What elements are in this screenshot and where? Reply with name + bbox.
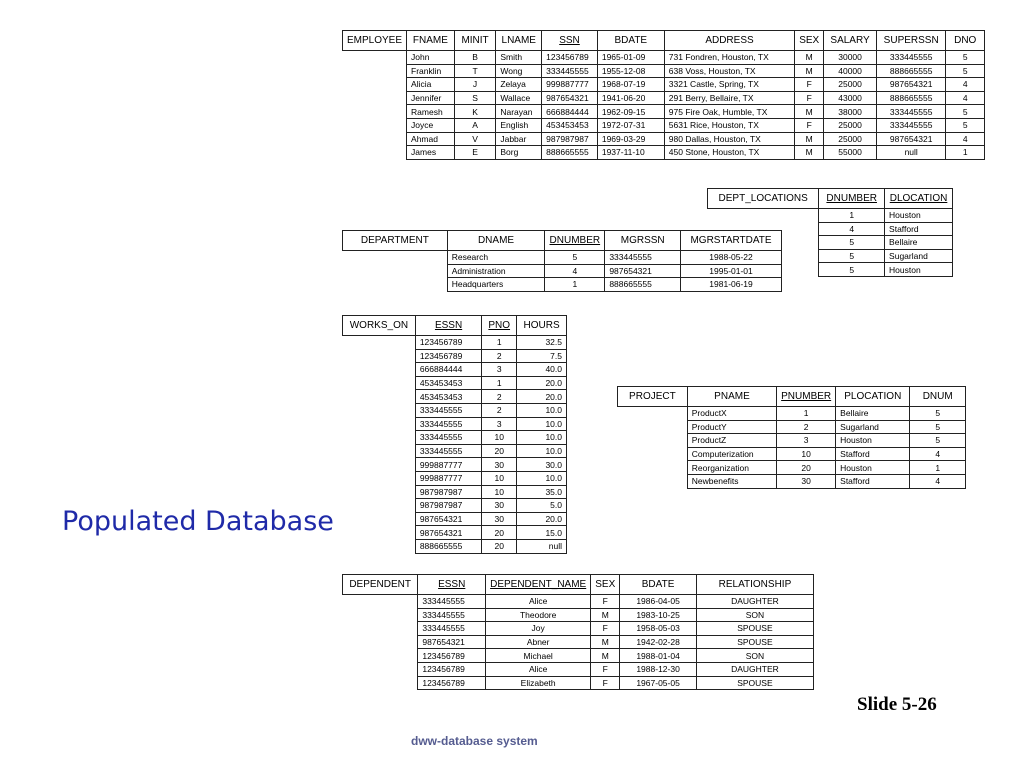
column-header: HOURS: [517, 316, 567, 336]
project-table: [617, 386, 966, 489]
table-cell: Houston: [836, 434, 910, 448]
table-cell: 10: [777, 447, 836, 461]
table-cell: 4: [819, 222, 885, 236]
works-on-table: [342, 315, 567, 554]
table-cell: 30: [482, 499, 517, 513]
table-cell: Bellaire: [836, 407, 910, 421]
table-cell: 4: [910, 447, 966, 461]
table-cell: 3: [777, 434, 836, 448]
relation-name: WORKS_ON: [343, 316, 416, 336]
employee-table: [342, 30, 985, 160]
table-cell: M: [591, 608, 620, 622]
table-cell: 30: [482, 512, 517, 526]
table-cell: 5: [946, 105, 985, 119]
table-cell: Borg: [496, 146, 542, 160]
table-cell: 5: [819, 249, 885, 263]
relation-name: DEPARTMENT: [343, 231, 448, 251]
column-header: DLOCATION: [885, 189, 953, 209]
table-cell: SON: [696, 608, 813, 622]
table-row: [343, 64, 985, 78]
relation-name: DEPT_LOCATIONS: [708, 189, 819, 209]
table-cell: 40.0: [517, 363, 567, 377]
table-cell: 1972-07-31: [597, 118, 664, 132]
table-cell: James: [407, 146, 455, 160]
table-cell: 20: [777, 461, 836, 475]
table-cell: SON: [696, 649, 813, 663]
table-row: [343, 91, 985, 105]
table-cell: 987654321: [876, 78, 946, 92]
table-cell: 7.5: [517, 349, 567, 363]
table-row: [343, 264, 782, 278]
column-header: SEX: [795, 31, 824, 51]
column-header: PNAME: [687, 387, 776, 407]
table-cell: M: [795, 51, 824, 65]
table-cell: 10.0: [517, 417, 567, 431]
column-header: MGRSSN: [605, 231, 681, 251]
table-cell: Alicia: [407, 78, 455, 92]
table-row: [343, 51, 985, 65]
table-cell: 38000: [824, 105, 877, 119]
table-cell: M: [795, 105, 824, 119]
relation-name: PROJECT: [618, 387, 688, 407]
column-header: SSN: [542, 31, 598, 51]
column-header: RELATIONSHIP: [696, 575, 813, 595]
table-cell: 453453453: [415, 376, 481, 390]
table-cell: 123456789: [418, 676, 486, 690]
table-cell: DAUGHTER: [696, 662, 813, 676]
table-cell: 987654321: [542, 91, 598, 105]
column-header: MINIT: [454, 31, 496, 51]
table-cell: 888665555: [605, 278, 681, 292]
table-cell: 333445555: [415, 417, 481, 431]
table-cell: 888665555: [542, 146, 598, 160]
table-cell: 1942-02-28: [620, 635, 697, 649]
table-cell: M: [795, 64, 824, 78]
table-row: [343, 635, 814, 649]
table-cell: 1995-01-01: [681, 264, 782, 278]
table-cell: 32.5: [517, 336, 567, 350]
relation-name: DEPENDENT: [343, 575, 418, 595]
table-cell: 4: [946, 132, 985, 146]
table-row: [343, 376, 567, 390]
table-cell: 333445555: [415, 403, 481, 417]
table-row: [343, 105, 985, 119]
table-row: [343, 146, 985, 160]
table-row: [343, 431, 567, 445]
table-row: [618, 461, 966, 475]
table-cell: B: [454, 51, 496, 65]
table-cell: 1986-04-05: [620, 595, 697, 609]
table-cell: 999887777: [415, 458, 481, 472]
table-cell: 5: [946, 51, 985, 65]
table-cell: 10.0: [517, 444, 567, 458]
table-cell: 1962-09-15: [597, 105, 664, 119]
table-cell: 5: [946, 64, 985, 78]
table-row: [343, 78, 985, 92]
table-cell: 1: [482, 376, 517, 390]
table-cell: SPOUSE: [696, 635, 813, 649]
table-cell: Computerization: [687, 447, 776, 461]
table-cell: M: [795, 146, 824, 160]
table-cell: A: [454, 118, 496, 132]
table-cell: 888665555: [876, 64, 946, 78]
relation-name: EMPLOYEE: [343, 31, 407, 51]
table-cell: 10: [482, 431, 517, 445]
table-cell: 731 Fondren, Houston, TX: [664, 51, 794, 65]
table-cell: 5: [819, 236, 885, 250]
table-cell: Newbenefits: [687, 474, 776, 488]
table-cell: 333445555: [418, 595, 486, 609]
table-cell: 4: [910, 474, 966, 488]
table-cell: 123456789: [542, 51, 598, 65]
table-row: [343, 363, 567, 377]
table-cell: 4: [946, 91, 985, 105]
table-cell: 450 Stone, Houston, TX: [664, 146, 794, 160]
table-cell: 20.0: [517, 376, 567, 390]
column-header: FNAME: [407, 31, 455, 51]
table-cell: S: [454, 91, 496, 105]
column-header: SALARY: [824, 31, 877, 51]
table-cell: Houston: [836, 461, 910, 475]
table-row: [343, 417, 567, 431]
slide-title: Populated Database: [62, 506, 334, 537]
table-cell: SPOUSE: [696, 622, 813, 636]
column-header: MGRSTARTDATE: [681, 231, 782, 251]
table-cell: 2: [482, 349, 517, 363]
table-cell: 975 Fire Oak, Humble, TX: [664, 105, 794, 119]
table-row: [343, 662, 814, 676]
table-cell: 1967-05-05: [620, 676, 697, 690]
table-cell: 1941-06-20: [597, 91, 664, 105]
table-cell: 5: [946, 118, 985, 132]
table-cell: 333445555: [605, 251, 681, 265]
table-row: [343, 512, 567, 526]
table-row: [618, 474, 966, 488]
table-cell: 999887777: [542, 78, 598, 92]
table-cell: 4: [946, 78, 985, 92]
table-cell: 987654321: [418, 635, 486, 649]
table-cell: 5.0: [517, 499, 567, 513]
column-header: DEPENDENT_NAME: [486, 575, 591, 595]
table-cell: Jennifer: [407, 91, 455, 105]
table-cell: 123456789: [418, 662, 486, 676]
table-cell: 10: [482, 485, 517, 499]
table-cell: 5: [545, 251, 605, 265]
table-row: [343, 485, 567, 499]
table-cell: null: [517, 539, 567, 553]
table-cell: 4: [545, 264, 605, 278]
table-cell: Stafford: [836, 447, 910, 461]
table-cell: 25000: [824, 132, 877, 146]
table-cell: Houston: [885, 209, 953, 223]
table-cell: M: [591, 635, 620, 649]
table-cell: 987987987: [415, 485, 481, 499]
table-cell: Sugarland: [836, 420, 910, 434]
table-cell: 999887777: [415, 471, 481, 485]
table-cell: Sugarland: [885, 249, 953, 263]
table-cell: 987654321: [415, 512, 481, 526]
table-cell: SPOUSE: [696, 676, 813, 690]
table-cell: 5: [910, 420, 966, 434]
table-cell: 123456789: [415, 336, 481, 350]
table-cell: 3: [482, 363, 517, 377]
table-cell: John: [407, 51, 455, 65]
table-cell: 987654321: [415, 526, 481, 540]
table-cell: 5: [819, 263, 885, 277]
table-row: [343, 278, 782, 292]
table-cell: 333445555: [415, 431, 481, 445]
table-row: [343, 499, 567, 513]
table-cell: M: [795, 132, 824, 146]
table-cell: 3: [482, 417, 517, 431]
table-cell: 10: [482, 471, 517, 485]
table-row: [618, 407, 966, 421]
table-cell: F: [795, 78, 824, 92]
table-cell: 333445555: [542, 64, 598, 78]
column-header: PLOCATION: [836, 387, 910, 407]
table-cell: 1988-05-22: [681, 251, 782, 265]
table-cell: 333445555: [876, 118, 946, 132]
table-row: [343, 132, 985, 146]
table-cell: Ramesh: [407, 105, 455, 119]
table-cell: 30: [482, 458, 517, 472]
table-cell: 20.0: [517, 512, 567, 526]
table-cell: 987654321: [876, 132, 946, 146]
table-cell: 55000: [824, 146, 877, 160]
table-cell: F: [795, 91, 824, 105]
table-cell: M: [591, 649, 620, 663]
table-row: [343, 595, 814, 609]
table-cell: 1988-01-04: [620, 649, 697, 663]
table-cell: ProductX: [687, 407, 776, 421]
table-cell: 987987987: [415, 499, 481, 513]
table-cell: 1981-06-19: [681, 278, 782, 292]
table-cell: 123456789: [415, 349, 481, 363]
table-row: [343, 539, 567, 553]
table-row: [618, 420, 966, 434]
table-cell: 25000: [824, 118, 877, 132]
table-cell: 453453453: [542, 118, 598, 132]
table-row: [343, 444, 567, 458]
table-cell: J: [454, 78, 496, 92]
table-cell: 10.0: [517, 403, 567, 417]
table-cell: ProductY: [687, 420, 776, 434]
table-cell: 40000: [824, 64, 877, 78]
table-row: [618, 447, 966, 461]
column-header: DNUMBER: [545, 231, 605, 251]
slide-number: Slide 5-26: [857, 694, 937, 715]
table-cell: 1: [910, 461, 966, 475]
table-row: [343, 458, 567, 472]
table-cell: 30.0: [517, 458, 567, 472]
table-row: [618, 434, 966, 448]
table-row: [343, 471, 567, 485]
table-cell: Theodore: [486, 608, 591, 622]
table-cell: Wallace: [496, 91, 542, 105]
table-cell: DAUGHTER: [696, 595, 813, 609]
table-cell: 5: [910, 434, 966, 448]
table-cell: 2: [777, 420, 836, 434]
table-cell: Joy: [486, 622, 591, 636]
column-header: DNAME: [447, 231, 545, 251]
table-cell: 1965-01-09: [597, 51, 664, 65]
table-cell: 1: [819, 209, 885, 223]
table-cell: 980 Dallas, Houston, TX: [664, 132, 794, 146]
table-row: [343, 622, 814, 636]
table-cell: Michael: [486, 649, 591, 663]
column-header: ADDRESS: [664, 31, 794, 51]
table-cell: 333445555: [876, 51, 946, 65]
table-cell: V: [454, 132, 496, 146]
column-header: DNUMBER: [819, 189, 885, 209]
table-cell: F: [591, 662, 620, 676]
column-header: SUPERSSN: [876, 31, 946, 51]
table-cell: 1: [777, 407, 836, 421]
table-cell: 30: [777, 474, 836, 488]
table-cell: Smith: [496, 51, 542, 65]
table-cell: 123456789: [418, 649, 486, 663]
table-cell: 10.0: [517, 471, 567, 485]
table-row: [343, 403, 567, 417]
table-cell: Joyce: [407, 118, 455, 132]
table-cell: 5631 Rice, Houston, TX: [664, 118, 794, 132]
table-cell: Stafford: [836, 474, 910, 488]
table-cell: Reorganization: [687, 461, 776, 475]
table-cell: 10.0: [517, 431, 567, 445]
column-header: BDATE: [597, 31, 664, 51]
table-cell: F: [591, 676, 620, 690]
table-cell: K: [454, 105, 496, 119]
table-cell: 333445555: [415, 444, 481, 458]
table-cell: 25000: [824, 78, 877, 92]
table-row: [343, 251, 782, 265]
table-cell: E: [454, 146, 496, 160]
table-cell: 888665555: [876, 91, 946, 105]
column-header: DNO: [946, 31, 985, 51]
table-cell: 15.0: [517, 526, 567, 540]
table-row: [343, 526, 567, 540]
table-cell: 1958-05-03: [620, 622, 697, 636]
table-cell: Alice: [486, 662, 591, 676]
table-cell: Stafford: [885, 222, 953, 236]
table-cell: 3321 Castle, Spring, TX: [664, 78, 794, 92]
table-row: [343, 390, 567, 404]
table-cell: F: [795, 118, 824, 132]
table-cell: 43000: [824, 91, 877, 105]
table-row: [708, 209, 953, 223]
table-cell: 20: [482, 539, 517, 553]
footer-text: dww-database system: [411, 734, 538, 748]
table-cell: Franklin: [407, 64, 455, 78]
table-cell: null: [876, 146, 946, 160]
table-cell: 1968-07-19: [597, 78, 664, 92]
table-cell: Houston: [885, 263, 953, 277]
table-cell: 20.0: [517, 390, 567, 404]
table-cell: 1937-11-10: [597, 146, 664, 160]
table-row: [343, 118, 985, 132]
table-cell: Bellaire: [885, 236, 953, 250]
table-cell: Abner: [486, 635, 591, 649]
table-cell: 666884444: [542, 105, 598, 119]
table-cell: Headquarters: [447, 278, 545, 292]
table-cell: Wong: [496, 64, 542, 78]
column-header: DNUM: [910, 387, 966, 407]
column-header: SEX: [591, 575, 620, 595]
column-header: ESSN: [418, 575, 486, 595]
table-cell: 1: [946, 146, 985, 160]
table-cell: T: [454, 64, 496, 78]
table-cell: 333445555: [418, 608, 486, 622]
table-cell: 333445555: [876, 105, 946, 119]
column-header: LNAME: [496, 31, 542, 51]
table-cell: Elizabeth: [486, 676, 591, 690]
table-cell: Research: [447, 251, 545, 265]
table-cell: 5: [910, 407, 966, 421]
table-row: [343, 336, 567, 350]
table-cell: 1983-10-25: [620, 608, 697, 622]
table-cell: F: [591, 622, 620, 636]
column-header: PNUMBER: [777, 387, 836, 407]
table-cell: 987654321: [605, 264, 681, 278]
table-cell: Alice: [486, 595, 591, 609]
table-cell: 666884444: [415, 363, 481, 377]
table-cell: 1969-03-29: [597, 132, 664, 146]
table-cell: 35.0: [517, 485, 567, 499]
table-cell: F: [591, 595, 620, 609]
table-cell: Administration: [447, 264, 545, 278]
table-cell: 2: [482, 403, 517, 417]
table-cell: 20: [482, 444, 517, 458]
table-cell: 30000: [824, 51, 877, 65]
column-header: BDATE: [620, 575, 697, 595]
table-cell: 1: [482, 336, 517, 350]
table-row: [343, 608, 814, 622]
column-header: ESSN: [415, 316, 481, 336]
table-row: [343, 676, 814, 690]
table-cell: 638 Voss, Houston, TX: [664, 64, 794, 78]
column-header: PNO: [482, 316, 517, 336]
table-cell: 1988-12-30: [620, 662, 697, 676]
table-cell: 987987987: [542, 132, 598, 146]
table-cell: 20: [482, 526, 517, 540]
table-cell: English: [496, 118, 542, 132]
table-row: [343, 349, 567, 363]
table-cell: 2: [482, 390, 517, 404]
table-cell: 888665555: [415, 539, 481, 553]
table-cell: Narayan: [496, 105, 542, 119]
table-cell: ProductZ: [687, 434, 776, 448]
table-cell: 333445555: [418, 622, 486, 636]
table-cell: Ahmad: [407, 132, 455, 146]
table-row: [343, 649, 814, 663]
table-cell: Zelaya: [496, 78, 542, 92]
table-cell: 453453453: [415, 390, 481, 404]
department-table: [342, 230, 782, 292]
table-cell: Jabbar: [496, 132, 542, 146]
table-cell: 291 Berry, Bellaire, TX: [664, 91, 794, 105]
table-cell: 1: [545, 278, 605, 292]
table-cell: 1955-12-08: [597, 64, 664, 78]
dependent-table: [342, 574, 814, 690]
